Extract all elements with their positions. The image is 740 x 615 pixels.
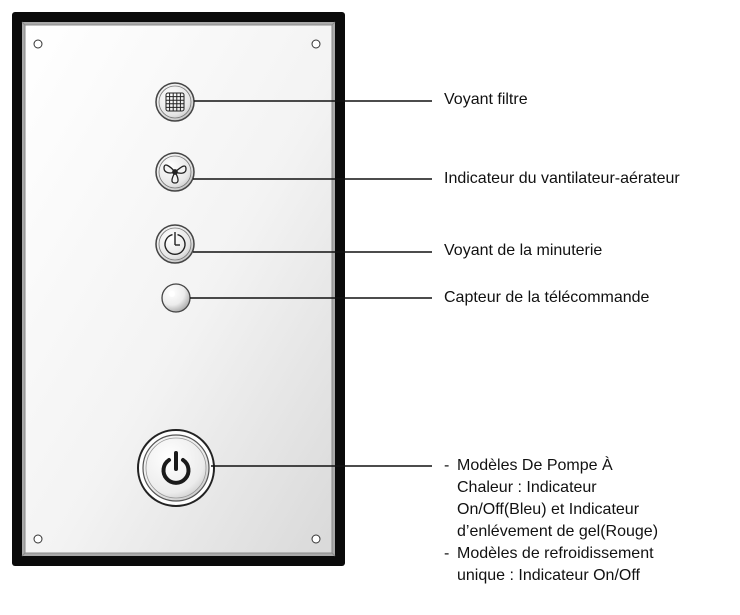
power-button[interactable] (138, 430, 214, 506)
screw-bottom-right (312, 535, 320, 543)
timer-indicator (156, 225, 194, 263)
note-line: Modèles de refroidissement (457, 545, 654, 562)
note-line: On/Off(Bleu) et Indicateur (457, 501, 640, 518)
fan-indicator (156, 153, 194, 191)
screw-top-left (34, 40, 42, 48)
timer-indicator-label: Voyant de la minuterie (444, 242, 603, 259)
screw-top-right (312, 40, 320, 48)
note-bullet: - (444, 545, 450, 562)
screw-bottom-left (34, 535, 42, 543)
filter-indicator-label: Voyant filtre (444, 91, 528, 108)
note-line: Modèles De Pompe À (457, 457, 613, 474)
remote-sensor (162, 284, 190, 312)
note-heat-pump-models (444, 455, 658, 543)
fan-indicator-label: Indicateur du vantilateur-aérateur (444, 170, 680, 187)
note-cooling-only-models (444, 543, 658, 587)
note-line: d’enlévement de gel(Rouge) (457, 523, 659, 540)
filter-indicator (156, 83, 194, 121)
remote-sensor-label: Capteur de la télécommande (444, 289, 650, 306)
sensor-icon (169, 291, 175, 297)
note-line: unique : Indicateur On/Off (457, 567, 640, 584)
note-bullet: - (444, 457, 450, 474)
power-button-notes (444, 455, 658, 587)
note-line: Chaleur : Indicateur (457, 479, 597, 496)
